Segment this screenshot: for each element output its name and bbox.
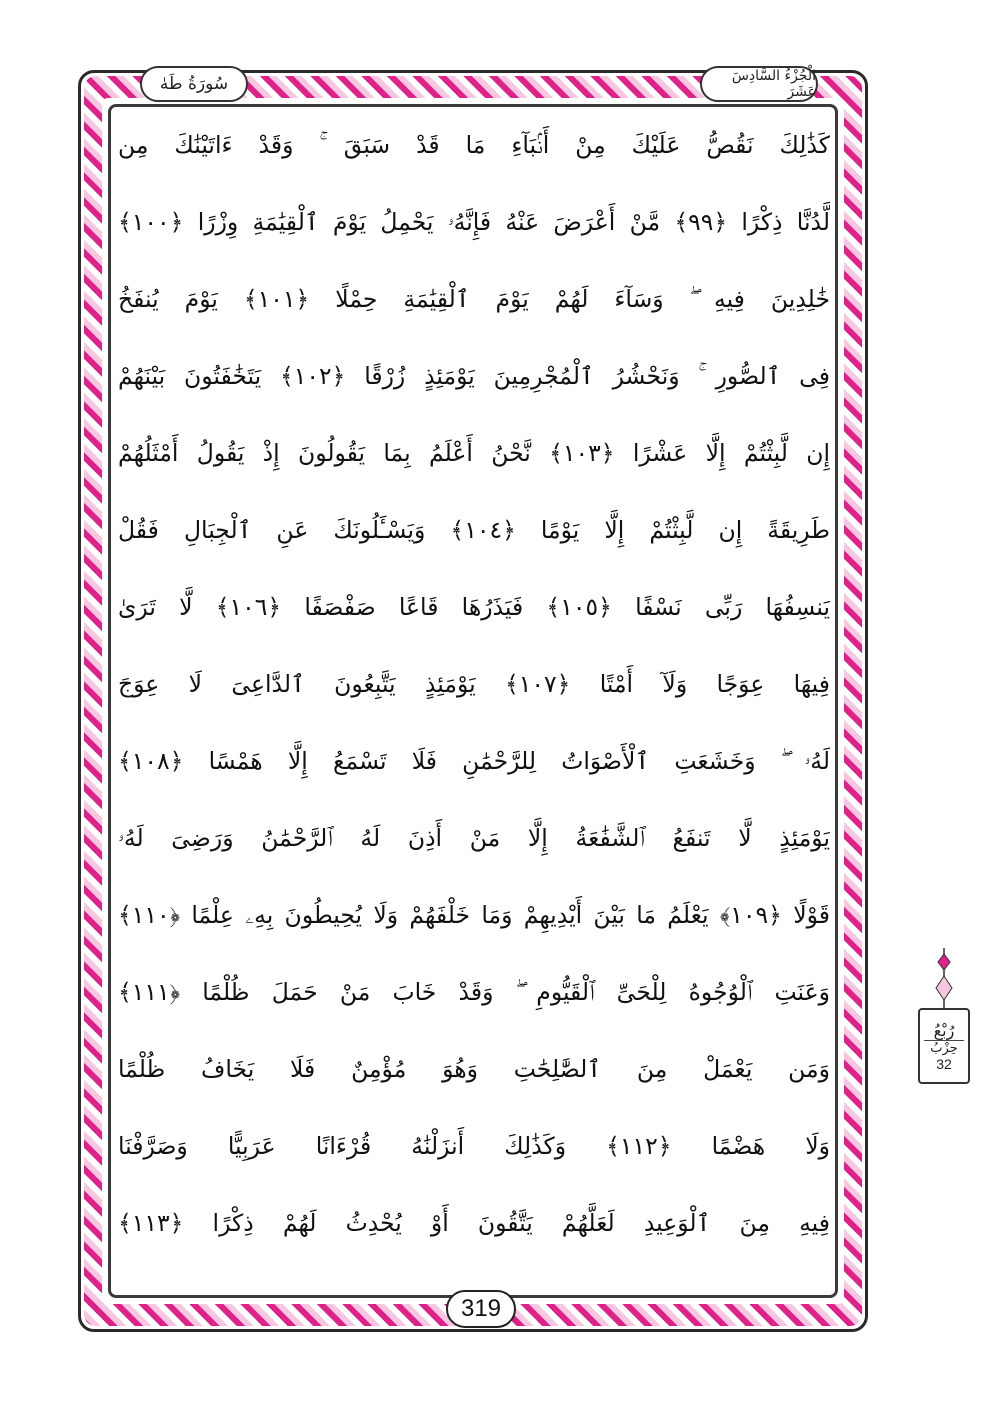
page-number: 319	[446, 1290, 516, 1328]
text-line: فِى ٱلصُّورِ ۚ وَنَحْشُرُ ٱلْمُجْرِمِينَ يَوْمَئِذٍ زُرْقًا ﴿١٠٢﴾ يَتَخَٰفَتُونَ بَيْنَهُمْ	[118, 362, 830, 390]
text-line: يَوْمَئِذٍ لَّا تَنفَعُ ٱلشَّفَٰعَةُ إِلَّا مَنْ أَذِنَ لَهُ ٱلرَّحْمَٰنُ وَرَضِىَ لَهُۥ	[118, 824, 830, 852]
hizb-label: حِزْبُ	[924, 1040, 964, 1056]
text-line: قَوْلًا ﴿١٠٩﴾ يَعْلَمُ مَا بَيْنَ أَيْدِيهِمْ وَمَا خَلْفَهُمْ وَلَا يُحِيطُونَ بِهِۦ عِلْمًا ﴿١١٠﴾	[118, 901, 830, 929]
text-line: وَمَن يَعْمَلْ مِنَ ٱلصَّٰلِحَٰتِ وَهُوَ مُؤْمِنٌ فَلَا يَخَافُ ظُلْمًا	[118, 1055, 830, 1083]
text-line: لَهُۥ ۖ وَخَشَعَتِ ٱلْأَصْوَاتُ لِلرَّحْمَٰنِ فَلَا تَسْمَعُ إِلَّا هَمْسًا ﴿١٠٨﴾	[118, 747, 830, 775]
text-line: كَذَٰلِكَ نَقُصُّ عَلَيْكَ مِنْ أَنۢبَآءِ مَا قَدْ سَبَقَ ۚ وَقَدْ ءَاتَيْنَٰكَ مِن	[118, 131, 830, 159]
juz-header: الْجُزْءُ السَّادِسَ عَشَرَ	[700, 66, 818, 102]
text-line: يَنسِفُهَا رَبِّى نَسْفًا ﴿١٠٥﴾ فَيَذَرُهَا قَاعًا صَفْصَفًا ﴿١٠٦﴾ لَّا تَرَىٰ	[118, 593, 830, 621]
rub-label: رُبْعُ	[933, 1020, 955, 1040]
text-line: لَّدُنَّا ذِكْرًا ﴿٩٩﴾ مَّنْ أَعْرَضَ عَنْهُ فَإِنَّهُۥ يَحْمِلُ يَوْمَ ٱلْقِيَٰمَةِ وِزْرًا ﴿١٠٠﴾	[118, 208, 830, 236]
text-line: فِيهِ مِنَ ٱلْوَعِيدِ لَعَلَّهُمْ يَتَّقُونَ أَوْ يُحْدِثُ لَهُمْ ذِكْرًا ﴿١١٣﴾	[118, 1209, 830, 1237]
hizb-marker	[914, 948, 974, 1088]
hizb-box	[918, 1008, 970, 1084]
text-line: فِيهَا عِوَجًا وَلَآ أَمْتًا ﴿١٠٧﴾ يَوْمَئِذٍ يَتَّبِعُونَ ٱلدَّاعِىَ لَا عِوَجَ	[118, 670, 830, 698]
text-line: وَلَا هَضْمًا ﴿١١٢﴾ وَكَذَٰلِكَ أَنزَلْنَٰهُ قُرْءَانًا عَرَبِيًّا وَصَرَّفْنَا	[118, 1132, 830, 1160]
ornament-icon	[932, 948, 956, 1008]
hizb-number: 32	[936, 1055, 952, 1072]
quran-text	[118, 120, 830, 1280]
text-line: إِن لَّبِثْتُمْ إِلَّا عَشْرًا ﴿١٠٣﴾ نَّحْنُ أَعْلَمُ بِمَا يَقُولُونَ إِذْ يَقُولُ أَمْثَلُهُمْ	[118, 439, 830, 467]
text-line: خَٰلِدِينَ فِيهِ ۖ وَسَآءَ لَهُمْ يَوْمَ ٱلْقِيَٰمَةِ حِمْلًا ﴿١٠١﴾ يَوْمَ يُنفَخُ	[118, 285, 830, 313]
text-line: طَرِيقَةً إِن لَّبِثْتُمْ إِلَّا يَوْمًا ﴿١٠٤﴾ وَيَسْـَٔلُونَكَ عَنِ ٱلْجِبَالِ فَقُلْ	[118, 516, 830, 544]
text-line: وَعَنَتِ ٱلْوُجُوهُ لِلْحَىِّ ٱلْقَيُّومِ ۖ وَقَدْ خَابَ مَنْ حَمَلَ ظُلْمًا ﴿١١١﴾	[118, 978, 830, 1006]
surah-name-header: سُورَةُ طَهٰ	[140, 66, 248, 102]
